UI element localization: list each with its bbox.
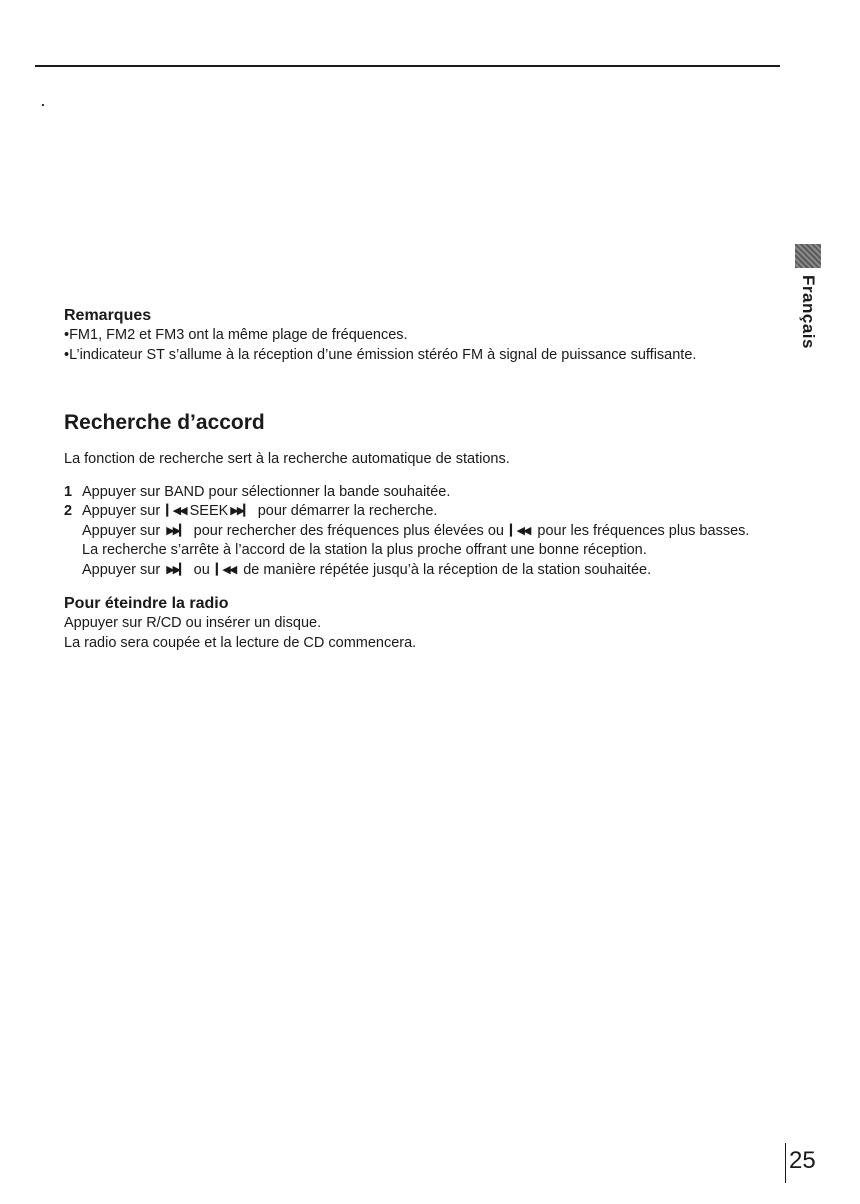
step-number: 2 (64, 503, 73, 519)
step-2-detail-2: La recherche s’arrête à l’accord de la station la plus proche offrant une bonne réception. (82, 542, 647, 558)
step-number: 1 (64, 483, 73, 500)
detail-3-c: de manière répétée jusqu’à la réception de la station souhaitée. (243, 561, 652, 578)
print-speck (42, 104, 44, 106)
seek-label: SEEK (189, 503, 229, 519)
page-number: 25 (785, 1143, 816, 1183)
detail-1-a: Appuyer sur (82, 522, 161, 539)
seek-back-icon: ▎◀◀ (510, 524, 530, 537)
radio-off-block (64, 594, 794, 653)
radio-off-line: La radio sera coupée et la lecture de CD commencera. (64, 634, 417, 651)
remark-item-text: L’indicateur ST s’allume à la réception d’une émission stéréo FM à signal de puissance suffisante. (69, 346, 697, 363)
seek-forward-icon: ▶▶▎ (230, 505, 250, 517)
section-intro: La fonction de recherche sert à la recherche automatique de stations. (64, 451, 510, 467)
step-2 (64, 502, 794, 522)
detail-1-b: pour rechercher des fréquences plus élevées ou (193, 522, 504, 539)
radio-off-heading: Pour éteindre la radio (64, 595, 229, 612)
remark-item-text: FM1, FM2 et FM3 ont la même plage de fréquences. (69, 327, 408, 343)
step-2-detail-1 (64, 522, 794, 542)
language-tab-label: Français (799, 275, 818, 349)
seek-forward-icon: ▶▶▎ (166, 563, 186, 576)
remarks-block (64, 306, 794, 365)
radio-off-line: Appuyer sur R/CD ou insérer un disque. (64, 615, 322, 631)
remarks-heading: Remarques (64, 307, 152, 324)
remark-item (64, 346, 794, 366)
step-2-text-a: Appuyer sur (82, 503, 161, 519)
top-rule (35, 65, 780, 67)
step-text: Appuyer sur BAND pour sélectionner la bande souhaitée. (82, 483, 451, 500)
detail-3-a: Appuyer sur (82, 561, 161, 578)
step-1 (64, 483, 794, 503)
seek-forward-icon: ▶▶▎ (166, 524, 186, 537)
step-text (82, 502, 794, 522)
detail-1-c: pour les fréquences plus basses. (537, 522, 750, 539)
seek-back-icon: ▎◀◀ (215, 563, 236, 576)
section-title: Recherche d’accord (64, 411, 265, 434)
seek-back-icon: ▎◀◀ (166, 505, 186, 517)
step-2-detail-3 (64, 561, 794, 581)
detail-3-b: ou (193, 561, 210, 578)
remark-item (64, 326, 794, 346)
language-tab-marker (795, 244, 821, 268)
step-2-text-b: pour démarrer la recherche. (257, 503, 438, 519)
seek-section (64, 410, 794, 653)
